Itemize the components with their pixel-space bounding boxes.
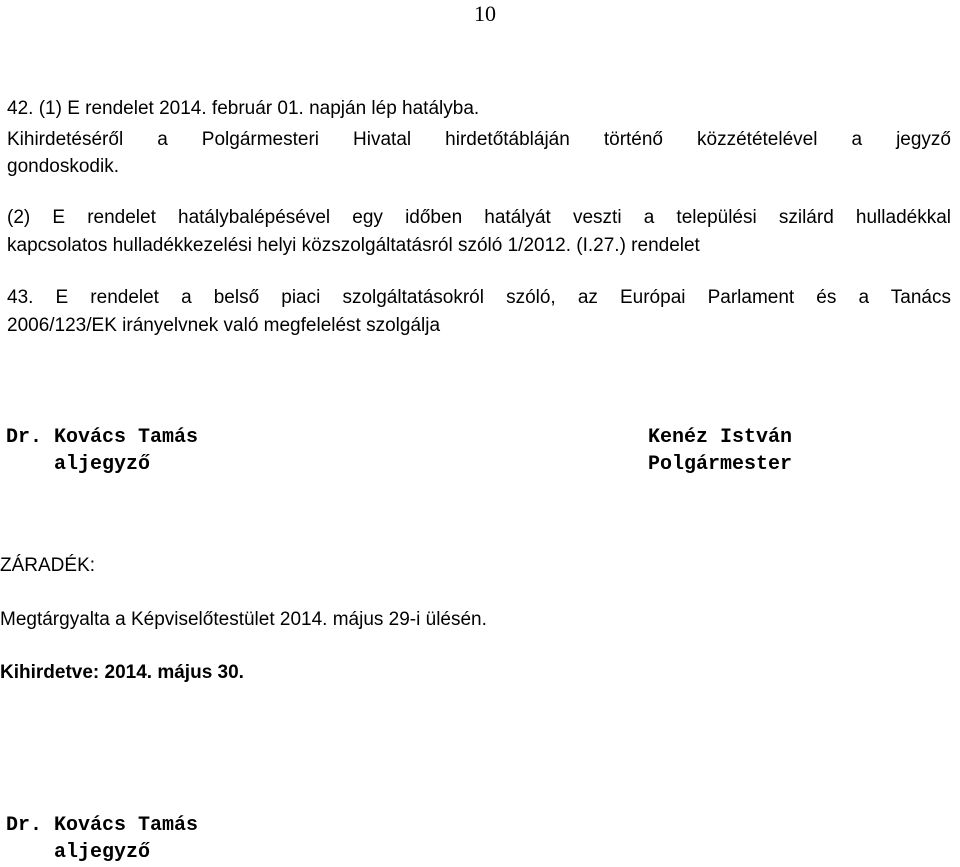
- text-line: gondoskodik.: [7, 156, 119, 177]
- final-signature-name: Dr. Kovács Tamás: [6, 814, 199, 837]
- text-line: 2006/123/EK irányelvnek való megfelelést szolgálja: [7, 315, 441, 336]
- clause-heading: ZÁRADÉK:: [0, 555, 96, 576]
- final-signature-title: aljegyző: [54, 841, 151, 864]
- page-number: 10: [474, 1, 496, 26]
- text-line: 42. (1) E rendelet 2014. február 01. napján lép hatályba.: [7, 98, 480, 119]
- signature-left-title: aljegyző: [54, 453, 151, 476]
- signature-right-title: Polgármester: [648, 453, 793, 476]
- clause-discussed: Megtárgyalta a Képviselőtestület 2014. május 29-i ülésén.: [0, 609, 487, 630]
- clause-published: Kihirdetve: 2014. május 30.: [0, 662, 244, 683]
- text-line: Kihirdetéséről a Polgármesteri Hivatal hirdetőtábláján történő közzétételével a jegyző: [7, 129, 951, 150]
- signature-left-name: Dr. Kovács Tamás: [6, 426, 199, 449]
- text-line: kapcsolatos hulladékkezelési helyi közszolgáltatásról szóló 1/2012. (I.27.) rendelet: [7, 235, 700, 256]
- signature-right-name: Kenéz István: [648, 426, 793, 449]
- text-line: 43. E rendelet a belső piaci szolgáltatásokról szóló, az Európai Parlament és a Tanács: [7, 287, 951, 308]
- text-line: (2) E rendelet hatálybalépésével egy időben hatályát veszti a települési szilárd hulladékkal: [7, 207, 951, 228]
